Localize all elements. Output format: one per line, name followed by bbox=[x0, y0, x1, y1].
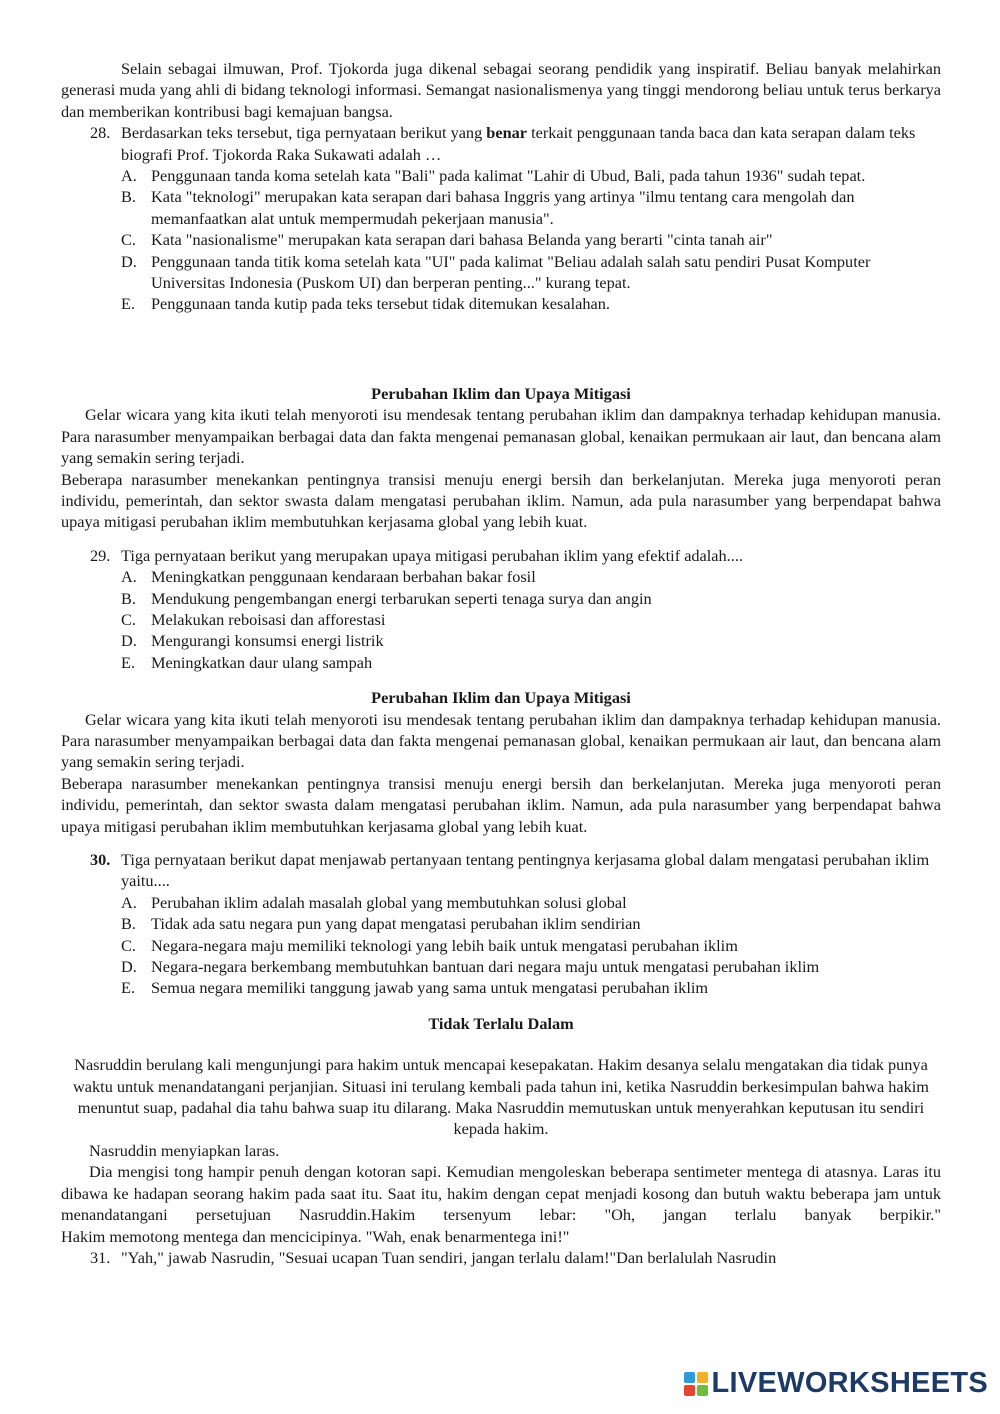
question-31 bbox=[61, 1247, 941, 1268]
option-e[interactable]: E. Penggunaan tanda kutip pada teks tersebut tidak ditemukan kesalahan. bbox=[121, 294, 610, 314]
option-a[interactable]: A. Meningkatkan penggunaan kendaraan berbahan bakar fosil bbox=[121, 567, 536, 587]
spacer bbox=[61, 315, 941, 383]
question-28-options bbox=[61, 165, 941, 315]
liveworksheets-logo-icon bbox=[684, 1372, 708, 1396]
passage-1-title: Perubahan Iklim dan Upaya Mitigasi bbox=[371, 383, 631, 403]
passage-2-title: Perubahan Iklim dan Upaya Mitigasi bbox=[371, 688, 631, 708]
option-e[interactable]: E. Semua negara memiliki tanggung jawab yang sama untuk mengatasi perubahan iklim bbox=[121, 978, 709, 998]
spacer bbox=[61, 1034, 941, 1054]
question-stem: Tiga pernyataan berikut dapat menjawab pertanyaan tentang pentingnya kerjasama global dalam mengatasi perubahan iklim yaitu.... bbox=[121, 850, 930, 891]
story-paragraph-4: Hakim memotong mentega dan mencicipinya. "Wah, enak benarmentega ini!" bbox=[61, 1226, 570, 1246]
option-e[interactable]: E. Meningkatkan daur ulang sampah bbox=[121, 652, 373, 672]
option-d[interactable]: D. Mengurangi konsumsi energi listrik bbox=[121, 631, 384, 651]
option-d[interactable]: D. Negara-negara berkembang membutuhkan bantuan dari negara maju untuk mengatasi perubahan iklim bbox=[121, 957, 820, 977]
passage-2-paragraph-2: Beberapa narasumber menekankan pentingnya transisi menuju energi bersih dan berkelanjutan. Mereka juga menyoroti peran individu, pemerintah, dan sektor swasta dalam mengatasi perubahan iklim. Namun, ada pula narasumber yang berpendapat bahwa upaya mitigasi perubahan iklim membutuhkan kerjasama global yang lebih kuat. bbox=[61, 773, 941, 836]
passage-1-paragraph-2: Beberapa narasumber menekankan pentingnya transisi menuju energi bersih dan berkelanjutan. Mereka juga menyoroti peran individu, pemerintah, dan sektor swasta dalam mengatasi perubahan iklim. Namun, ada pula narasumber yang berpendapat bahwa upaya mitigasi perubahan iklim membutuhkan kerjasama global yang lebih kuat. bbox=[61, 469, 941, 532]
question-28 bbox=[61, 122, 941, 165]
passage-2-paragraph-1: Gelar wicara yang kita ikuti telah menyoroti isu mendesak tentang perubahan iklim dan dampaknya terhadap kehidupan manusia. Para narasumber menyampaikan berbagai data dan fakta mengenai pemanasan global, kenaikan permukaan air laut, dan bencana alam yang semakin sering terjadi. bbox=[61, 709, 941, 772]
question-stem: Berdasarkan teks tersebut, tiga pernyataan berikut yang benar terkait penggunaan tanda baca dan kata serapan dalam teks biografi Prof. Tjokorda Raka Sukawati adalah … bbox=[121, 123, 916, 164]
question-29 bbox=[61, 545, 941, 566]
option-b[interactable]: B. Mendukung pengembangan energi terbarukan seperti tenaga surya dan angin bbox=[121, 588, 652, 608]
option-c[interactable]: C. Melakukan reboisasi dan afforestasi bbox=[121, 609, 386, 629]
option-a[interactable]: A. Perubahan iklim adalah masalah global yang membutuhkan solusi global bbox=[121, 892, 627, 912]
option-d[interactable]: D. Penggunaan tanda titik koma setelah kata "UI" pada kalimat "Beliau adalah salah satu pendiri Pusat Komputer Universitas Indonesia (Puskom UI) dan berperan penting..." kurang tepat. bbox=[121, 251, 871, 293]
spacer bbox=[61, 673, 941, 687]
question-number: 28. bbox=[90, 123, 111, 143]
worksheet-page bbox=[61, 58, 941, 1268]
option-c[interactable]: C. Kata "nasionalisme" merupakan kata serapan dari bahasa Belanda yang berarti "cinta tanah air" bbox=[121, 230, 773, 250]
option-a[interactable]: A. Penggunaan tanda koma setelah kata "Bali" pada kalimat "Lahir di Ubud, Bali, pada tahun 1936" sudah tepat. bbox=[121, 166, 866, 186]
option-b[interactable]: B. Tidak ada satu negara pun yang dapat mengatasi perubahan iklim sendirian bbox=[121, 914, 641, 934]
option-b[interactable]: B. Kata "teknologi" merupakan kata serapan dari bahasa Inggris yang artinya "ilmu tentang cara mengolah dan memanfaatkan alat untuk mempermudah pekerjaan manusia". bbox=[121, 187, 855, 228]
story-paragraph-1: Nasruddin berulang kali mengunjungi para hakim untuk mencapai kesepakatan. Hakim desanya selalu mengatakan dia tidak punya waktu untuk menandatangani perjanjian. Situasi ini terulang kembali pada tahun ini, ketika Nasruddin berkesimpulan bahwa hakim menuntut suap, padahal dia tahu bahwa suap itu dilarang. Maka Nasruddin memutuskan untuk menyerahkan keputusan itu sendiri kepada hakim. bbox=[73, 1055, 929, 1139]
question-stem: Tiga pernyataan berikut yang merupakan upaya mitigasi perubahan iklim yang efektif adalah.... bbox=[121, 545, 743, 565]
liveworksheets-logo[interactable] bbox=[684, 1367, 989, 1400]
story-title: Tidak Terlalu Dalam bbox=[428, 1013, 574, 1033]
brand-name: LIVEWORKSHEETS bbox=[711, 1367, 988, 1399]
question-number: 30. bbox=[90, 850, 111, 869]
question-30 bbox=[61, 849, 941, 892]
question-stem: "Yah," jawab Nasrudin, "Sesuai ucapan Tuan sendiri, jangan terlalu dalam!"Dan berlalulah Nasrudin bbox=[121, 1247, 777, 1267]
question-number: 31. bbox=[90, 1247, 111, 1267]
spacer bbox=[61, 533, 941, 545]
spacer bbox=[61, 999, 941, 1013]
question-number: 29. bbox=[90, 545, 111, 565]
passage-1-paragraph-1: Gelar wicara yang kita ikuti telah menyoroti isu mendesak tentang perubahan iklim dan dampaknya terhadap kehidupan manusia. Para narasumber menyampaikan berbagai data dan fakta mengenai pemanasan global, kenaikan permukaan air laut, dan bencana alam yang semakin sering terjadi. bbox=[61, 405, 941, 468]
story-paragraph-3: Dia mengisi tong hampir penuh dengan kotoran sapi. Kemudian mengoleskan beberapa sentimeter mentega di atasnya. Laras itu dibawa ke hadapan seorang hakim pada saat itu. Saat itu, hakim dengan cepat menjadi kosong dan butuh waktu beberapa jam untuk menandatangani persetujuan Nasruddin.Hakim tersenyum lebar: "Oh, jangan terlalu banyak berpikir." bbox=[61, 1162, 941, 1225]
story-paragraph-2: Nasruddin menyiapkan laras. bbox=[89, 1140, 280, 1160]
question-30-options bbox=[61, 892, 941, 999]
option-c[interactable]: C. Negara-negara maju memiliki teknologi yang lebih baik untuk mengatasi perubahan iklim bbox=[121, 935, 738, 955]
spacer bbox=[61, 837, 941, 849]
question-29-options bbox=[61, 566, 941, 673]
intro-paragraph: Selain sebagai ilmuwan, Prof. Tjokorda juga dikenal sebagai seorang pendidik yang inspiratif. Beliau banyak melahirkan generasi muda yang ahli di bidang teknologi informasi. Semangat nasionalismenya yang tinggi mendorong beliau untuk terus berkarya dan memberikan kontribusi bagi kemajuan bangsa. bbox=[61, 59, 941, 121]
stem-emphasis: benar bbox=[486, 123, 527, 143]
